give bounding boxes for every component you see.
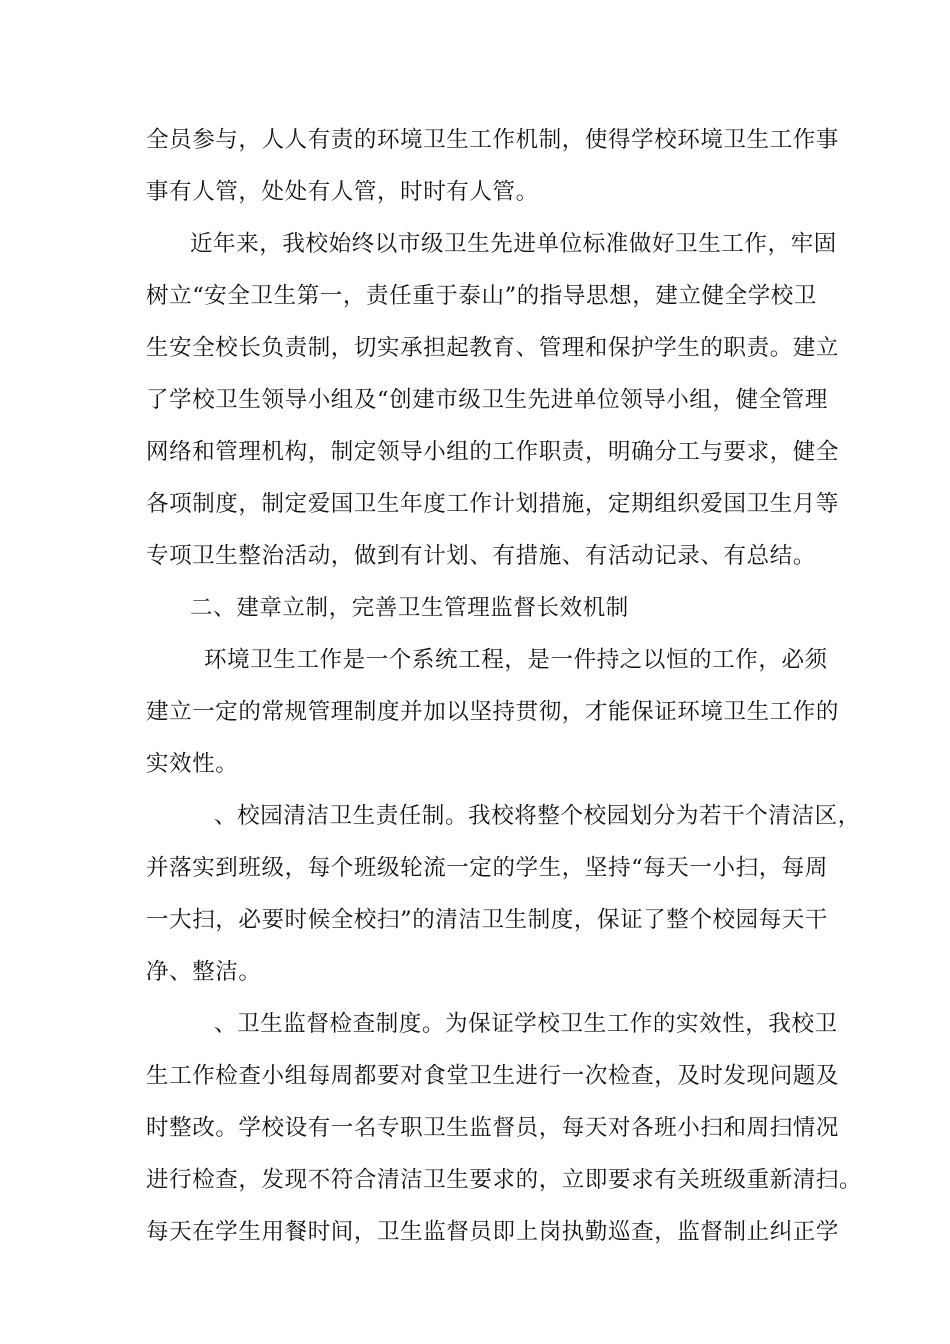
paragraph-work-mechanism	[146, 114, 840, 218]
document-page	[146, 114, 863, 1258]
text-line: 树立“安全卫生第一，责任重于泰山”的指导思想，建立健全学校卫	[146, 283, 818, 309]
text-line: 近年来，我校始终以市级卫生先进单位标准做好卫生工作，牢固	[190, 231, 837, 257]
text-line: 实效性。	[146, 751, 239, 777]
text-line: 了学校卫生领导小组及“创建市级卫生先进单位领导小组，健全管理	[146, 387, 829, 413]
text-line: 、卫生监督检查制度。为保证学校卫生工作的实效性，我校卫	[214, 1011, 838, 1037]
paragraph-cleaning-responsibility	[146, 790, 861, 998]
text-line: 专项卫生整治活动，做到有计划、有措施、有活动记录、有总结。	[146, 543, 816, 569]
text-line: 生安全校长负责制，切实承担起教育、管理和保护学生的职责。建立	[146, 335, 840, 361]
section-heading: 二、建章立制，完善卫生管理监督长效机制	[190, 595, 629, 621]
text-line: 每天在学生用餐时间，卫生监督员即上岗执勤巡查，监督制止纠正学	[146, 1219, 840, 1245]
text-line: 全员参与，人人有责的环境卫生工作机制，使得学校环境卫生工作事	[146, 127, 840, 153]
paragraph-inspection-system	[146, 998, 863, 1258]
text-line: 进行检查，发现不符合清洁卫生要求的，立即要求有关班级重新清扫。	[146, 1167, 863, 1193]
paragraph-system-engineering	[146, 634, 840, 790]
text-line: 建立一定的常规管理制度并加以坚持贯彻，才能保证环境卫生工作的	[146, 699, 840, 725]
text-line: 各项制度，制定爱国卫生年度工作计划措施，定期组织爱国卫生月等	[146, 491, 840, 517]
text-line: 一大扫，必要时候全校扫”的清洁卫生制度，保证了整个校园每天干	[146, 907, 829, 933]
text-line: 并落实到班级，每个班级轮流一定的学生，坚持“每天一小扫，每周	[146, 855, 829, 881]
text-line: 事有人管，处处有人管，时时有人管。	[146, 179, 539, 205]
paragraph-recent-years	[146, 218, 840, 582]
text-line: 、校园清洁卫生责任制。我校将整个校园划分为若干个清洁区，	[214, 803, 861, 829]
text-line: 时整改。学校设有一名专职卫生监督员，每天对各班小扫和周扫情况	[146, 1115, 840, 1141]
text-line: 网络和管理机构，制定领导小组的工作职责，明确分工与要求，健全	[146, 439, 840, 465]
section-heading-two	[146, 582, 808, 634]
text-line: 环境卫生工作是一个系统工程，是一件持之以恒的工作，必须	[204, 647, 828, 673]
text-line: 净、整洁。	[146, 959, 262, 985]
text-line: 生工作检查小组每周都要对食堂卫生进行一次检查，及时发现问题及	[146, 1063, 840, 1089]
